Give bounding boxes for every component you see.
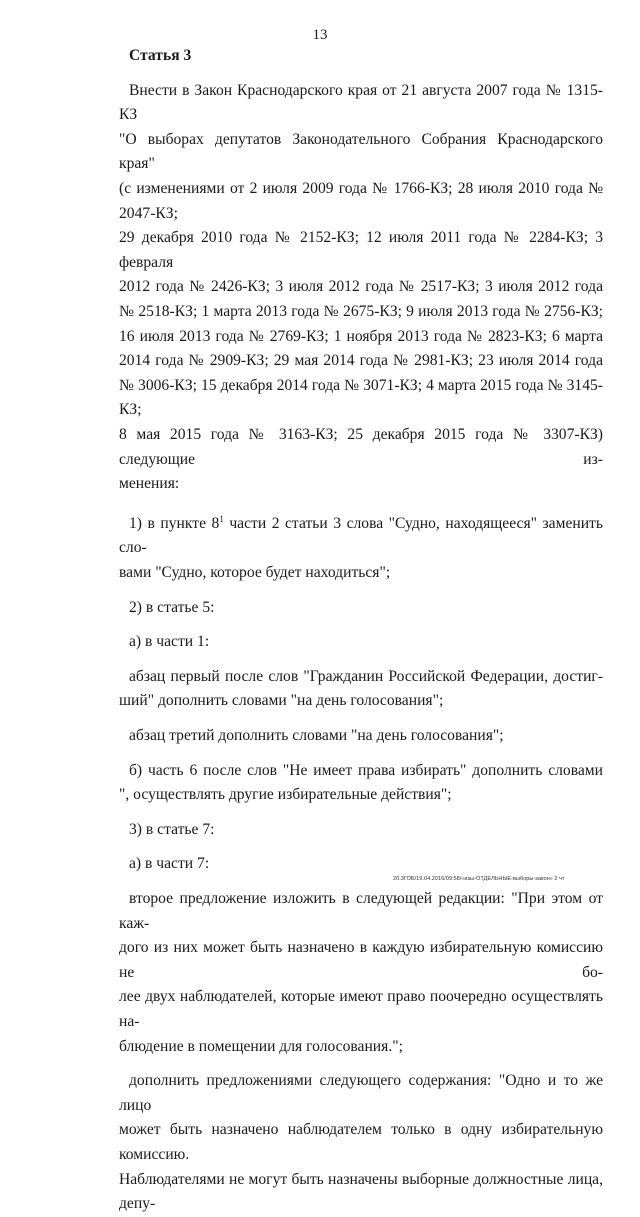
text-line: № 3006-КЗ; 15 декабря 2014 года № 3071-КЗ; 4 марта 2015 года № 3145-КЗ;	[119, 376, 603, 419]
text-line: "О выборах депутатов Законодательного Собрания Краснодарского края"	[119, 130, 603, 173]
text-line: второе предложение изложить в следующей редакции: "При этом от каж-	[119, 890, 603, 932]
subitem-a-heading: а) в части 1:	[129, 633, 210, 651]
text-line: может быть назначено наблюдателем только в одну избирательную комиссию.	[119, 1121, 603, 1163]
text-line: № 2518-КЗ; 1 марта 2013 года № 2675-КЗ; 9 июля 2013 года № 2756-КЗ;	[119, 302, 603, 320]
document-body	[119, 44, 603, 1217]
text-line: ший" дополнить словами "на день голосования";	[119, 692, 444, 710]
text-line: Наблюдателями не могут быть назначены выборные должностные лица, депу-	[119, 1170, 603, 1213]
footer-file-info: 20.3ГОБ/19.04.2016/09:58/«изы-ОТДЕЛЬНЫЕ-выборы-закон» 2 чт	[393, 876, 565, 882]
text-fragment: 1) в пункте 8	[129, 514, 220, 532]
intro-paragraph	[119, 79, 603, 497]
article-heading: Статья 3	[129, 47, 192, 64]
text-line: блюдение в помещении для голосования.";	[119, 1037, 403, 1055]
text-line: б) часть 6 после слов "Не имеет права избирать" дополнить словами	[129, 761, 603, 779]
page-number: 13	[312, 27, 328, 43]
text-line: менения:	[119, 475, 180, 493]
text-line: абзац первый после слов "Гражданин Российской Федерации, достиг-	[129, 667, 603, 685]
text-line: дого из них может быть назначено в каждую избирательную комиссию не бо-	[119, 939, 603, 981]
text-line: 2012 года № 2426-КЗ; 3 июля 2012 года № 2517-КЗ; 3 июля 2012 года	[119, 278, 603, 296]
item-3-heading: 3) в статье 7:	[129, 820, 215, 838]
text-line: дополнить предложениями следующего содержания: "Одно и то же лицо	[119, 1072, 603, 1114]
item-2-heading: 2) в статье 5:	[129, 598, 215, 616]
text-line: (с изменениями от 2 июля 2009 года № 1766-КЗ; 28 июля 2010 года № 2047-КЗ;	[119, 179, 603, 222]
second-sentence-paragraph	[119, 887, 603, 1059]
text-line: 8 мая 2015 года № 3163-КЗ; 25 декабря 2015 года № 3307-КЗ) следующие из-	[119, 425, 603, 468]
item-1-paragraph	[119, 507, 603, 586]
paragraph-third-abzac: абзац третий дополнить словами "на день голосования";	[129, 727, 504, 745]
text-line: ", осуществлять другие избирательные действия";	[119, 786, 452, 804]
text-fragment: части 2 статьи 3 слова "Судно, находящееся" заменить сло-	[119, 514, 603, 557]
text-line: вами "Судно, которое будет находиться";	[119, 564, 391, 582]
subitem-b-paragraph	[119, 759, 603, 808]
text-line	[119, 507, 603, 561]
subitem-a-heading-2: а) в части 7:	[129, 855, 210, 873]
text-line: 16 июля 2013 года № 2769-КЗ; 1 ноября 2013 года № 2823-КЗ; 6 марта	[119, 327, 603, 345]
paragraph-first-abzac	[119, 665, 603, 714]
supplement-paragraph	[119, 1069, 603, 1217]
text-line: лее двух наблюдателей, которые имеют право поочередно осуществлять на-	[119, 988, 603, 1030]
superscript: 1	[219, 513, 224, 524]
text-line: 29 декабря 2010 года № 2152-КЗ; 12 июля 2011 года № 2284-КЗ; 3 февраля	[119, 229, 603, 271]
text-line: 2014 года № 2909-КЗ; 29 мая 2014 года № 2981-КЗ; 23 июля 2014 года	[119, 352, 603, 370]
text-line: Внести в Закон Краснодарского края от 21 августа 2007 года № 1315-КЗ	[119, 81, 603, 124]
